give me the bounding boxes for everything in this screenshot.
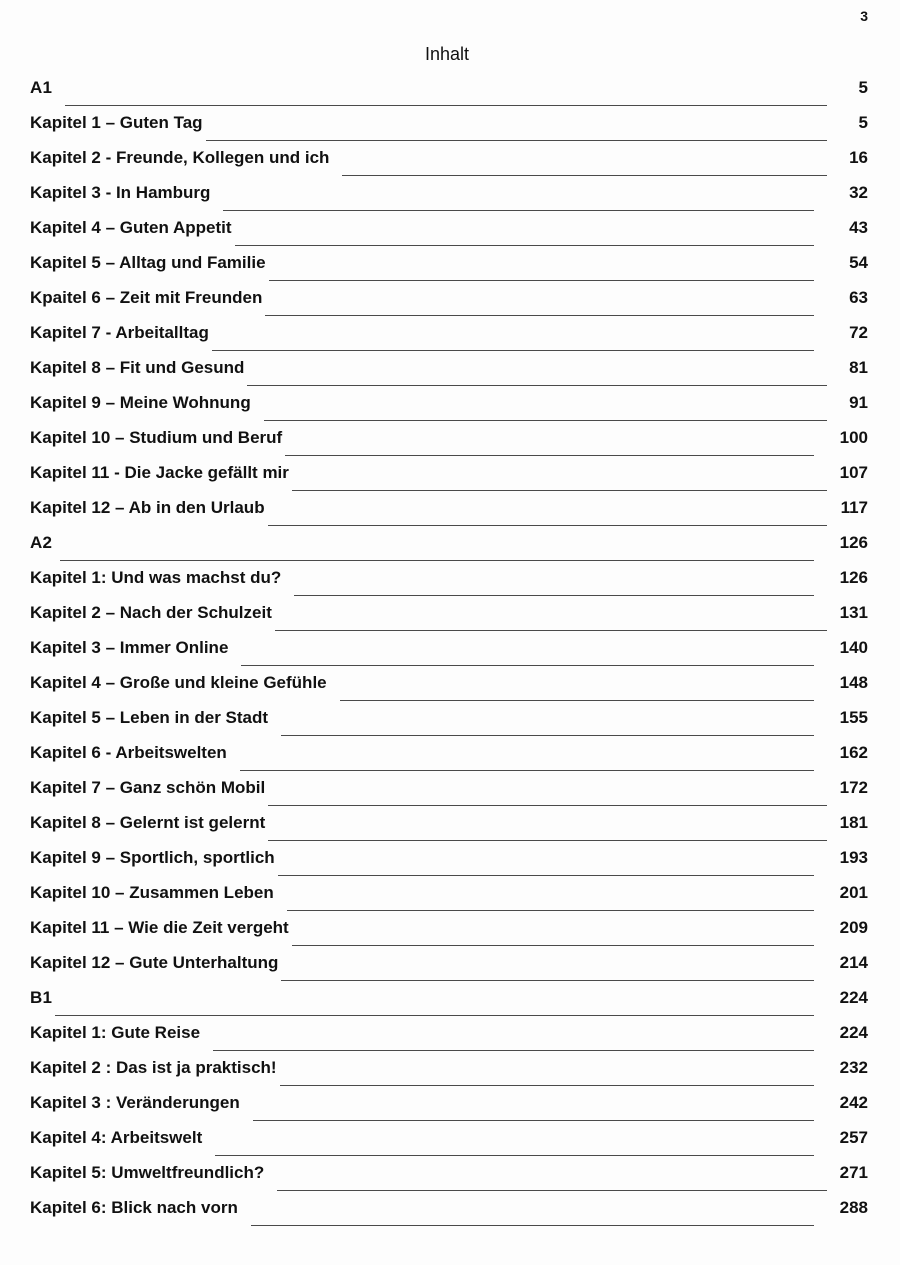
toc-entry-page-number: 81: [849, 358, 868, 377]
toc-leader-rule: [240, 769, 814, 771]
toc-leader-rule: [215, 1154, 814, 1156]
toc-entry-page-number: 72: [849, 323, 868, 342]
toc-entry-label: Kapitel 10 – Zusammen Leben: [30, 883, 274, 902]
toc-entry-label: Kapitel 12 – Ab in den Urlaub: [30, 498, 265, 517]
toc-entry-label: Kapitel 3 : Veränderungen: [30, 1093, 240, 1112]
toc-entry-label: Kapitel 3 - In Hamburg: [30, 183, 211, 202]
toc-section-row[interactable]: [30, 988, 868, 1023]
toc-entry-label: Kapitel 10 – Studium und Beruf: [30, 428, 283, 447]
table-of-contents: [30, 78, 868, 1233]
toc-leader-rule: [294, 594, 814, 596]
toc-entry-row[interactable]: [30, 358, 868, 393]
toc-leader-rule: [65, 104, 827, 106]
toc-entry-row[interactable]: [30, 1093, 868, 1128]
toc-entry-label: Kapitel 4 – Guten Appetit: [30, 218, 232, 237]
toc-leader-rule: [281, 979, 814, 981]
toc-entry-page-number: 209: [839, 918, 868, 937]
toc-entry-row[interactable]: [30, 673, 868, 708]
toc-leader-rule: [264, 419, 827, 421]
toc-entry-page-number: 257: [839, 1128, 868, 1147]
toc-entry-page-number: 126: [839, 533, 868, 552]
toc-entry-label: Kapitel 12 – Gute Unterhaltung: [30, 953, 279, 972]
toc-entry-page-number: 131: [839, 603, 868, 622]
toc-entry-row[interactable]: [30, 883, 868, 918]
toc-entry-page-number: 148: [839, 673, 868, 692]
toc-entry-row[interactable]: [30, 253, 868, 288]
toc-entry-label: Kapitel 11 – Wie die Zeit vergeht: [30, 918, 289, 937]
toc-entry-row[interactable]: [30, 428, 868, 463]
toc-entry-page-number: 140: [839, 638, 868, 657]
toc-entry-label: Kapitel 2 – Nach der Schulzeit: [30, 603, 272, 622]
toc-entry-row[interactable]: [30, 603, 868, 638]
toc-entry-label: A2: [30, 533, 53, 552]
toc-entry-label: Kapitel 7 - Arbeitalltag: [30, 323, 209, 342]
toc-leader-rule: [275, 629, 827, 631]
toc-leader-rule: [281, 734, 814, 736]
toc-entry-row[interactable]: [30, 568, 868, 603]
toc-entry-page-number: 43: [849, 218, 868, 237]
toc-leader-rule: [241, 664, 814, 666]
page-number: 3: [860, 8, 868, 24]
toc-entry-row[interactable]: [30, 148, 868, 183]
toc-entry-row[interactable]: [30, 463, 868, 498]
toc-entry-label: Kapitel 1 – Guten Tag: [30, 113, 203, 132]
toc-entry-page-number: 271: [839, 1163, 868, 1182]
toc-entry-page-number: 172: [839, 778, 868, 797]
toc-leader-rule: [213, 1049, 814, 1051]
toc-entry-label: Kapitel 11 - Die Jacke gefällt mir: [30, 463, 289, 482]
toc-entry-row[interactable]: [30, 1058, 868, 1093]
toc-entry-label: Kapitel 1: Und was machst du?: [30, 568, 282, 587]
toc-entry-page-number: 126: [839, 568, 868, 587]
toc-entry-row[interactable]: [30, 393, 868, 428]
toc-leader-rule: [277, 1189, 827, 1191]
toc-leader-rule: [280, 1084, 814, 1086]
toc-section-row[interactable]: [30, 533, 868, 568]
toc-entry-label: Kapitel 8 – Fit und Gesund: [30, 358, 245, 377]
toc-leader-rule: [206, 139, 827, 141]
toc-leader-rule: [60, 559, 814, 561]
toc-leader-rule: [268, 839, 827, 841]
toc-entry-page-number: 107: [839, 463, 868, 482]
toc-entry-label: Kapitel 6 - Arbeitswelten: [30, 743, 227, 762]
toc-leader-rule: [278, 874, 814, 876]
toc-entry-row[interactable]: [30, 743, 868, 778]
toc-entry-page-number: 224: [839, 988, 868, 1007]
toc-entry-page-number: 5: [858, 113, 868, 132]
toc-entry-label: Kapitel 1: Gute Reise: [30, 1023, 201, 1042]
toc-leader-rule: [268, 804, 827, 806]
toc-leader-rule: [212, 349, 814, 351]
toc-entry-row[interactable]: [30, 288, 868, 323]
toc-leader-rule: [287, 909, 814, 911]
toc-leader-rule: [235, 244, 814, 246]
toc-entry-page-number: 162: [839, 743, 868, 762]
toc-entry-label: Kpaitel 6 – Zeit mit Freunden: [30, 288, 263, 307]
toc-leader-rule: [247, 384, 827, 386]
toc-entry-label: Kapitel 2 : Das ist ja praktisch!: [30, 1058, 277, 1077]
toc-entry-label: Kapitel 5 – Leben in der Stadt: [30, 708, 269, 727]
toc-entry-label: Kapitel 8 – Gelernt ist gelernt: [30, 813, 266, 832]
toc-entry-row[interactable]: [30, 323, 868, 358]
toc-entry-label: Kapitel 4: Arbeitswelt: [30, 1128, 203, 1147]
toc-leader-rule: [55, 1014, 814, 1016]
toc-entry-label: Kapitel 6: Blick nach vorn: [30, 1198, 238, 1217]
toc-entry-label: Kapitel 9 – Meine Wohnung: [30, 393, 251, 412]
toc-leader-rule: [340, 699, 814, 701]
toc-entry-row[interactable]: [30, 918, 868, 953]
toc-entry-label: A1: [30, 78, 53, 97]
toc-entry-row[interactable]: [30, 1198, 868, 1233]
toc-entry-row[interactable]: [30, 1023, 868, 1058]
toc-leader-rule: [269, 279, 814, 281]
toc-entry-label: Kapitel 3 – Immer Online: [30, 638, 229, 657]
toc-entry-label: B1: [30, 988, 53, 1007]
toc-entry-page-number: 193: [839, 848, 868, 867]
toc-entry-page-number: 224: [839, 1023, 868, 1042]
toc-entry-row[interactable]: [30, 1128, 868, 1163]
toc-entry-label: Kapitel 4 – Große und kleine Gefühle: [30, 673, 327, 692]
toc-entry-page-number: 181: [839, 813, 868, 832]
toc-section-row[interactable]: [30, 78, 868, 113]
toc-entry-row[interactable]: [30, 813, 868, 848]
toc-entry-row[interactable]: [30, 498, 868, 533]
toc-entry-label: Kapitel 9 – Sportlich, sportlich: [30, 848, 275, 867]
toc-leader-rule: [265, 314, 814, 316]
toc-leader-rule: [342, 174, 827, 176]
toc-entry-row[interactable]: [30, 1163, 868, 1198]
toc-entry-page-number: 288: [839, 1198, 868, 1217]
toc-leader-rule: [285, 454, 814, 456]
toc-entry-row[interactable]: [30, 953, 868, 988]
toc-entry-row[interactable]: [30, 778, 868, 813]
toc-leader-rule: [292, 489, 827, 491]
toc-leader-rule: [268, 524, 827, 526]
toc-leader-rule: [223, 209, 814, 211]
toc-entry-row[interactable]: [30, 113, 868, 148]
toc-entry-page-number: 63: [849, 288, 868, 307]
toc-leader-rule: [292, 944, 814, 946]
toc-entry-row[interactable]: [30, 708, 868, 743]
toc-entry-page-number: 91: [849, 393, 868, 412]
toc-entry-page-number: 242: [839, 1093, 868, 1112]
toc-entry-page-number: 232: [839, 1058, 868, 1077]
toc-entry-row[interactable]: [30, 848, 868, 883]
toc-entry-page-number: 117: [840, 498, 868, 517]
toc-entry-page-number: 16: [849, 148, 868, 167]
toc-entry-page-number: 54: [849, 253, 868, 272]
toc-entry-page-number: 100: [839, 428, 868, 447]
page-title: [0, 44, 900, 65]
page-title-text: Inhalt: [424, 44, 470, 64]
toc-entry-page-number: 5: [858, 78, 868, 97]
toc-entry-row[interactable]: [30, 638, 868, 673]
toc-entry-page-number: 214: [839, 953, 868, 972]
toc-leader-rule: [251, 1224, 814, 1226]
toc-entry-row[interactable]: [30, 183, 868, 218]
toc-leader-rule: [253, 1119, 814, 1121]
toc-entry-row[interactable]: [30, 218, 868, 253]
toc-entry-label: Kapitel 7 – Ganz schön Mobil: [30, 778, 266, 797]
toc-entry-label: Kapitel 2 - Freunde, Kollegen und ich: [30, 148, 330, 167]
toc-entry-label: Kapitel 5 – Alltag und Familie: [30, 253, 266, 272]
toc-entry-page-number: 32: [849, 183, 868, 202]
toc-entry-label: Kapitel 5: Umweltfreundlich?: [30, 1163, 265, 1182]
toc-entry-page-number: 155: [839, 708, 868, 727]
toc-entry-page-number: 201: [839, 883, 868, 902]
